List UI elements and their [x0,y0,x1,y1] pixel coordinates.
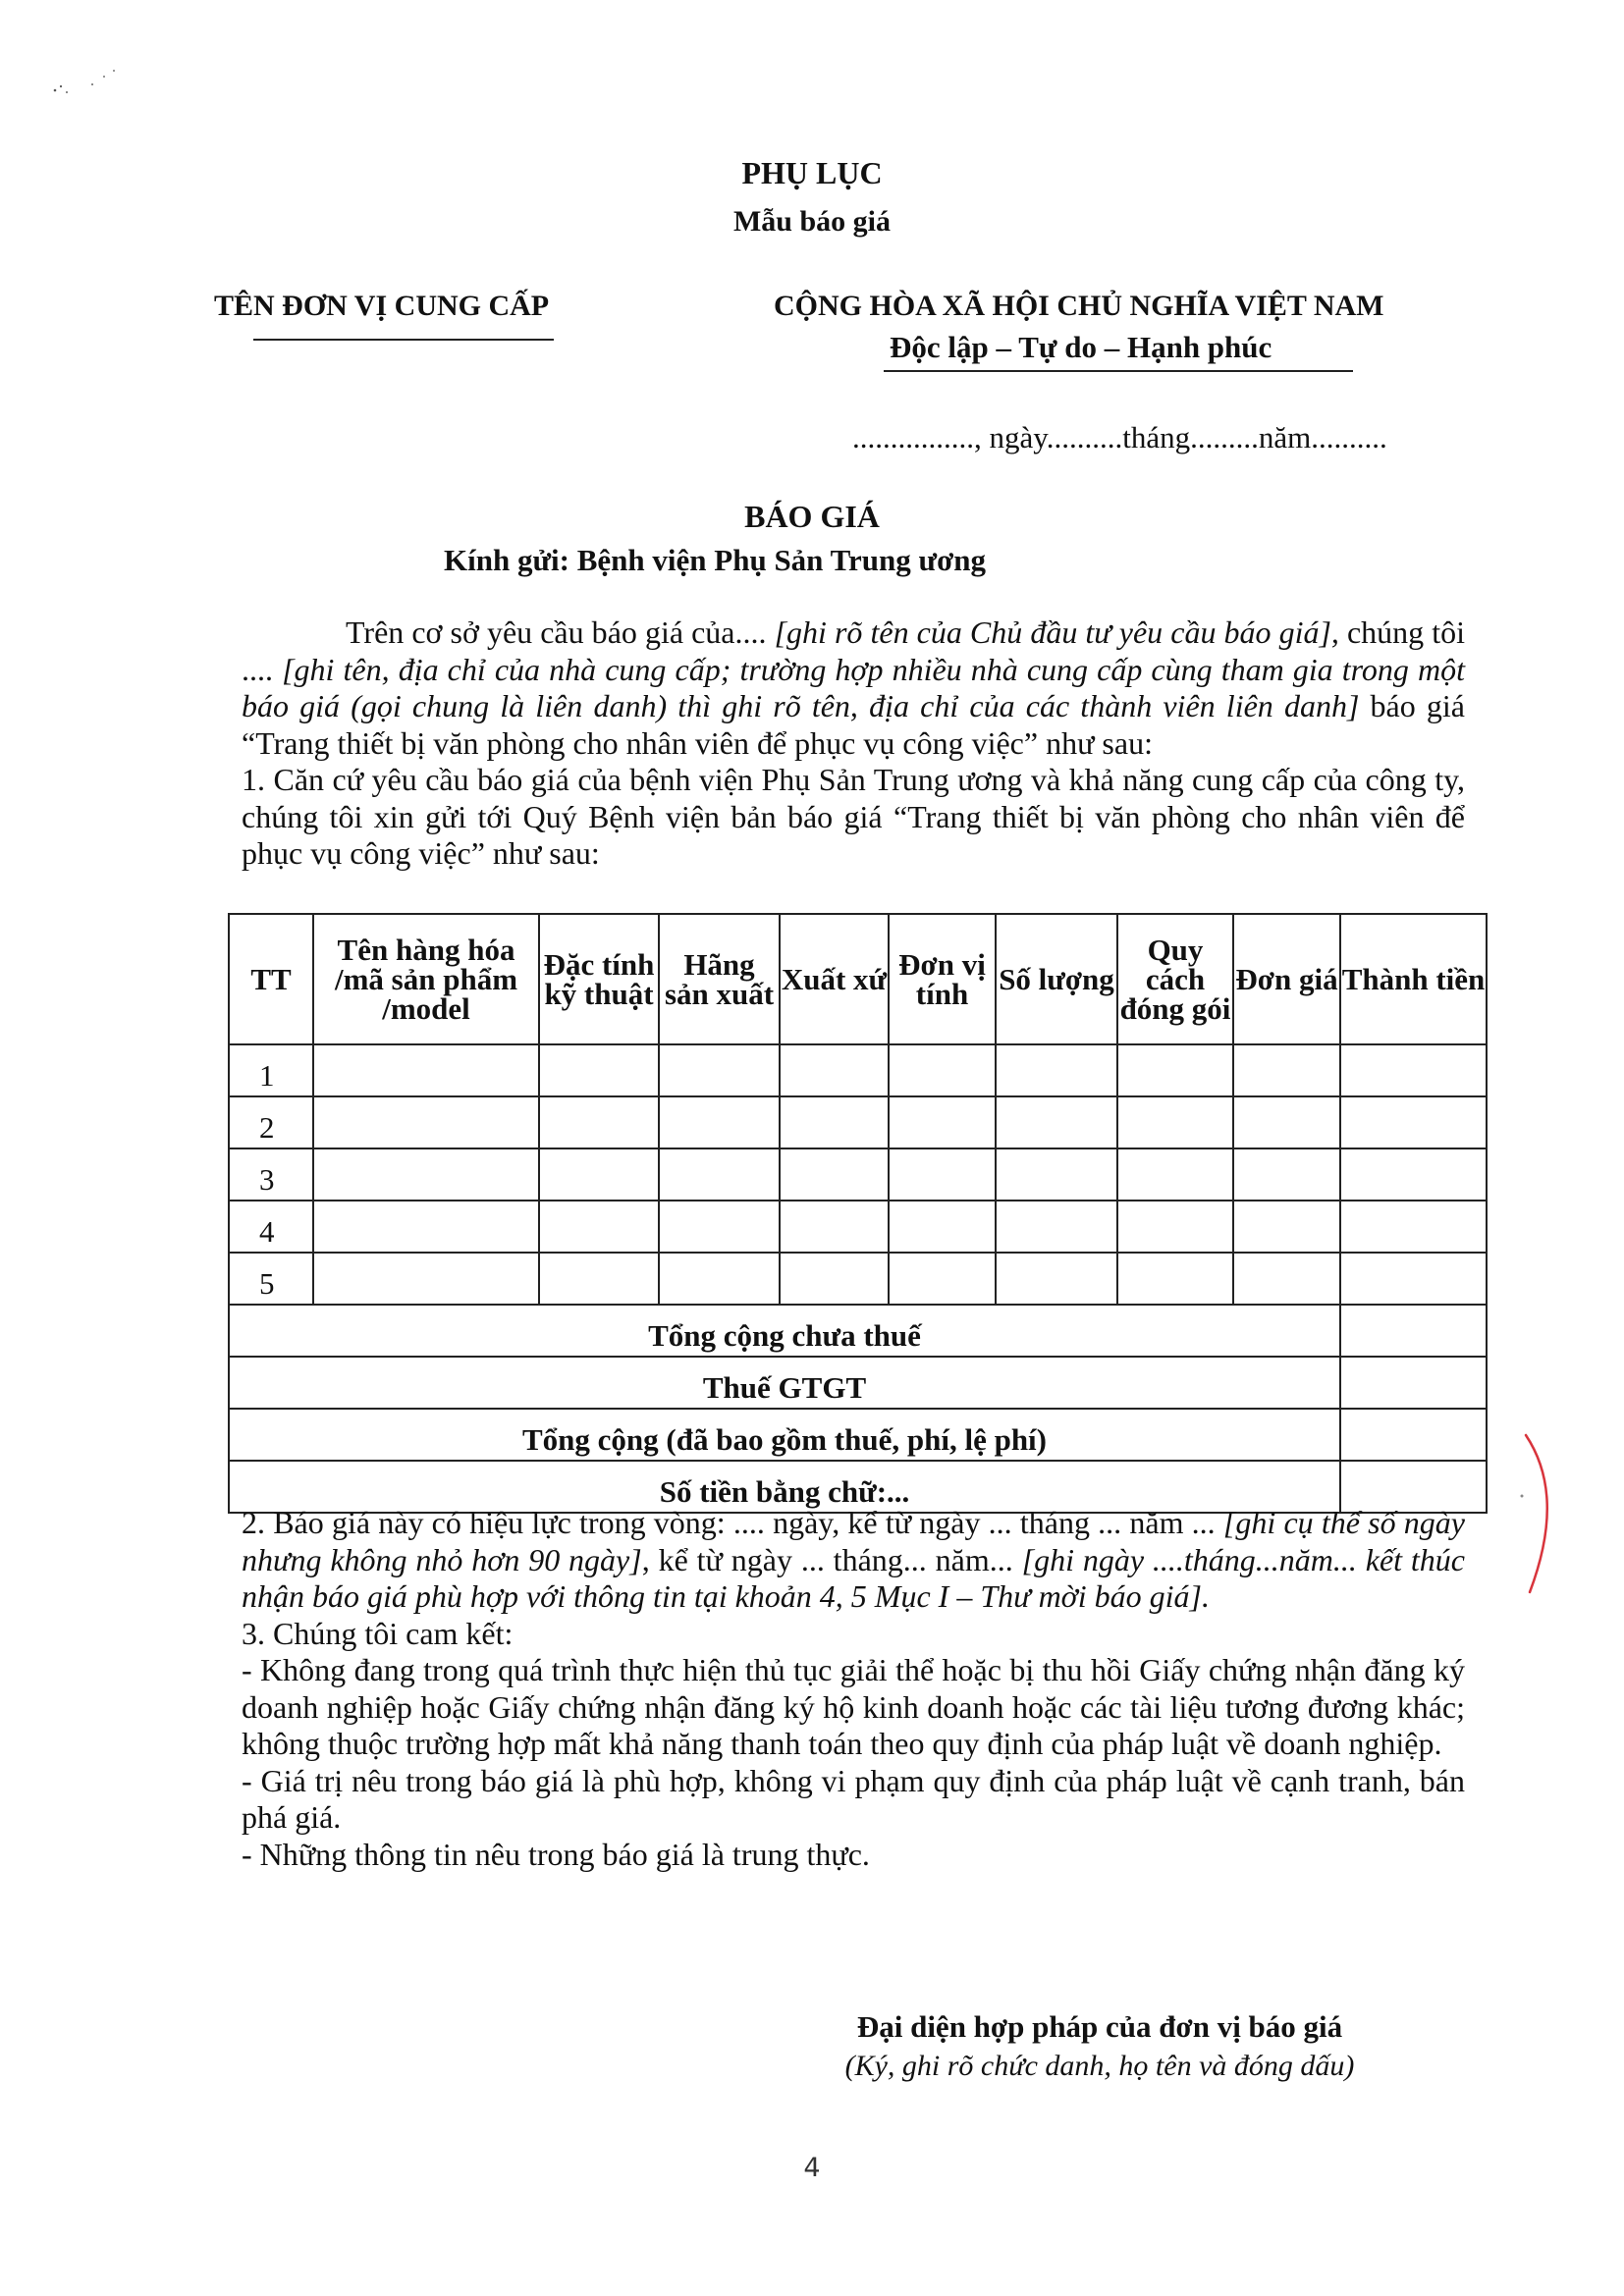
signature-title: Đại diện hợp pháp của đơn vị báo giá [856,2009,1343,2044]
validity-note-date: [ghi ngày ....tháng...năm... kết thúc nhận báo giá phù hợp với thông tin tại khoản 4, 5 Mục I – Thư mời báo giá]. [242,1541,1466,1614]
row-number: 5 [229,1253,313,1305]
grand-total-label: Tổng cộng (đã bao gồm thuế, phí, lệ phí) [229,1409,1340,1461]
intro-text-e: báo giá “Trang thiết bị văn phòng cho nhân viên để phục vụ công việc” như sau: [242,688,1466,761]
supplier-name: TÊN ĐƠN VỊ CUNG CẤP [214,290,550,322]
col-header-manufacturer: Hãng sản xuất [659,914,780,1044]
commitment-item: - Không đang trong quá trình thực hiện thủ tục giải thể hoặc bị thu hồi Giấy chứng nhận đăng ký doanh nghiệp hoặc Giấy chứng nhận đăng ký hộ kinh doanh hoặc các tài liệu tương đương khác; không thuộc trường hợp mất khả năng thanh toán theo quy định của pháp luật về doanh nghiệp. [242,1652,1465,1761]
page-number: 4 [803,2153,821,2183]
table-row [229,1253,1487,1305]
intro-paragraph [242,614,1465,762]
row-number: 4 [229,1201,313,1253]
intro-text-a: Trên cơ sở yêu cầu báo giá của.... [346,614,775,650]
intro-note-supplier: [ghi tên, địa chỉ của nhà cung cấp; trường hợp nhiều nhà cung cấp cùng tham gia trong một báo giá (gọi chung là liên danh) thì ghi rõ tên, địa chỉ của các thành viên liên danh] [242,651,1466,723]
commitment-item: - Những thông tin nêu trong báo giá là trung thực. [242,1836,870,1872]
country-name: CỘNG HÒA XÃ HỘI CHỦ NGHĨA VIỆT NAM [774,290,1384,322]
supplier-underline [253,339,554,341]
table-row [229,1148,1487,1201]
subtotal-row [229,1305,1487,1357]
table-header-row [229,914,1487,1044]
intro-section [242,614,1465,873]
table-row [229,1201,1487,1253]
subtotal-label: Tổng cộng chưa thuế [229,1305,1340,1357]
row-number: 3 [229,1148,313,1201]
amount-in-words-label: Số tiền bằng chữ:... [229,1461,1340,1513]
table-row [229,1044,1487,1096]
appendix-title: PHỤ LỤC [741,155,883,190]
signature-note: (Ký, ghi rõ chức danh, họ tên và đóng dấu) [844,2050,1355,2082]
national-motto: Độc lập – Tự do – Hạnh phúc [890,330,1272,364]
vat-label: Thuế GTGT [229,1357,1340,1409]
col-header-unit-price: Đơn giá [1233,914,1340,1044]
quote-recipient: Kính gửi: Bệnh viện Phụ Sản Trung ương [444,543,986,577]
row-number: 2 [229,1096,313,1148]
red-pen-mark [1520,1431,1569,1598]
col-header-tt: TT [229,914,313,1044]
quotation-table [228,913,1488,1514]
validity-note-days: [ghi cụ thể số ngày nhưng không nhỏ hơn 90 ngày] [242,1505,1466,1577]
col-header-packaging: Quy cách đóng gói [1117,914,1233,1044]
table-row [229,1096,1487,1148]
motto-underline [884,370,1353,372]
col-header-unit: Đơn vị tính [889,914,996,1044]
intro-text-c: chúng tôi .... [242,614,1466,687]
validity-paragraph [242,1505,1465,1616]
basis-paragraph: 1. Căn cứ yêu cầu báo giá của bệnh viện Phụ Sản Trung ương và khả năng cung cấp của công ty, chúng tôi xin gửi tới Quý Bệnh viện bản báo giá “Trang thiết bị văn phòng cho nhân viên để phục vụ công việc” như sau: [242,762,1465,871]
intro-note-chu-dau-tu: [ghi rõ tên của Chủ đầu tư yêu cầu báo giá], [774,614,1339,650]
col-header-product: Tên hàng hóa /mã sản phẩm /model [313,914,539,1044]
col-header-origin: Xuất xứ [780,914,889,1044]
col-header-quantity: Số lượng [996,914,1117,1044]
scan-speck-mark [45,57,124,96]
row-number: 1 [229,1044,313,1096]
appendix-subtitle: Mẫu báo giá [732,205,892,238]
validity-text-a: 2. Báo giá này có hiệu lực trong vòng: .... ngày, kể từ ngày ... tháng ... năm ... [242,1505,1223,1540]
grand-total-row [229,1409,1487,1461]
quote-title: BÁO GIÁ [744,499,880,534]
validity-text-c: , kể từ ngày ... tháng... năm... [641,1541,1022,1577]
col-header-spec: Đặc tính kỹ thuật [539,914,659,1044]
date-line: ................, ngày..........tháng.........năm.......... [852,420,1387,454]
commitments-heading: 3. Chúng tôi cam kết: [242,1615,514,1651]
terms-section [242,1505,1465,1873]
commitment-item: - Giá trị nêu trong báo giá là phù hợp, không vi phạm quy định của pháp luật về cạnh tranh, bán phá giá. [242,1762,1465,1835]
vat-row [229,1357,1487,1409]
col-header-amount: Thành tiền [1340,914,1487,1044]
